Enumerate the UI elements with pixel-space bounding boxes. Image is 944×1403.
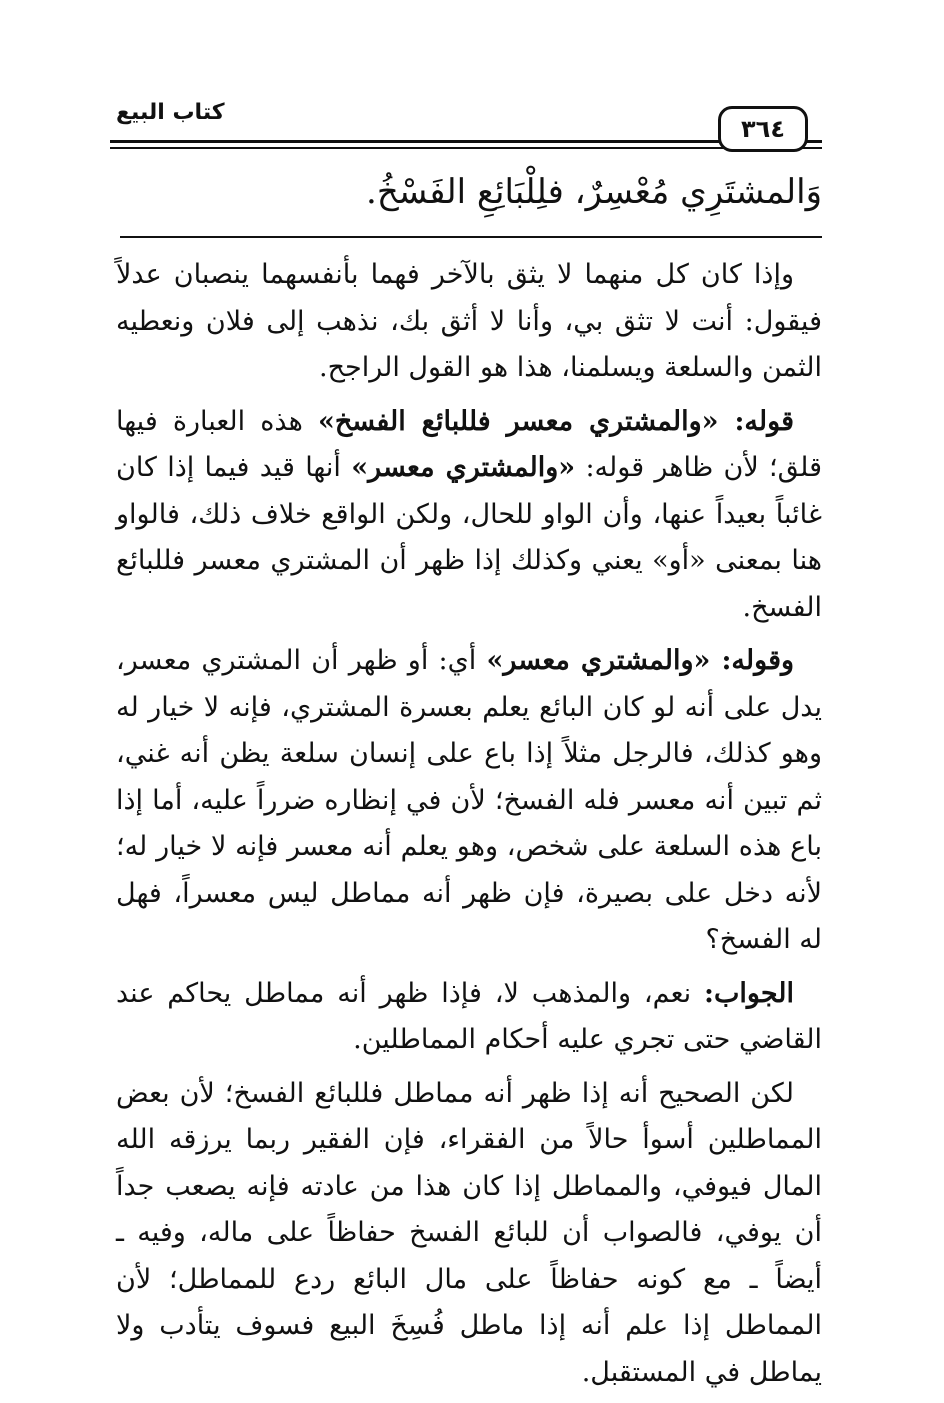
- header-rule-thick: [110, 140, 822, 143]
- paragraph-lead: وقوله:: [721, 645, 795, 676]
- paragraph: وإذا كان كل منهما لا يثق بالآخر فهما بأنفسهما ينصبان عدلاً فيقول: أنت لا تثق بي، وأنا لا أثق بك، نذهب إلى فلان ونعطيه الثمن والسلعة ويسلمنا، هذا هو القول الراجح.: [116, 259, 822, 383]
- paragraph-text: هذه العبارة فيها قلق؛ لأن ظاهر قوله:: [116, 405, 822, 483]
- commentary-body: [116, 252, 822, 1403]
- paragraph-lead: الجواب:: [704, 977, 794, 1009]
- page-number: ٣٦٤: [718, 106, 808, 152]
- paragraph: [116, 638, 822, 964]
- paragraph-text: أنها قيد فيما إذا كان غائباً بعيداً عنها، وأن الواو للحال، ولكن الواقع خلاف ذلك، فالواو هنا بمعنى «أو» يعني وكذلك إذا ظهر أن المشتري معسر فللبائع الفسخ.: [116, 452, 823, 623]
- quoted-text: «والمشتري معسر»: [486, 645, 722, 676]
- page-header: [110, 96, 822, 156]
- paragraph-text: نعم، والمذهب لا، فإذا ظهر أنه مماطل يحاكم عند القاضي حتى تجري عليه أحكام المماطلين.: [116, 977, 822, 1055]
- quoted-text: «والمشتري معسر»: [351, 452, 576, 483]
- paragraph: لكن الصحيح أنه إذا ظهر أنه مماطل فللبائع الفسخ؛ لأن بعض المماطلين أسوأ حالاً من الفقراء، فإن الفقير ربما يرزقه الله المال فيوفي، والمماطل إذا كان هذا من عادته فإنه يصعب جداً أن يوفي، فالصواب أن للبائع الفسخ حفاظاً على ماله، وفيه ـ أيضاً ـ مع كونه حفاظاً على مال البائع ردع للمماطل؛ لأن المماطل إذا علم أنه إذا ماطل فُسِخَ البيع فسوف يتأدب ولا يماطل في المستقبل.: [116, 1077, 822, 1388]
- paragraph-lead: قوله:: [734, 405, 794, 437]
- paragraph: [116, 399, 822, 632]
- header-rule-thin: [110, 147, 822, 149]
- paragraph-text: أي: أو ظهر أن المشتري معسر، يدل على أنه لو كان البائع يعلم بعسرة المشتري، فإنه لا خيار له وهو كذلك، فالرجل مثلاً إذا باع على إنسان سلعة يظن أنه غني، ثم تبين أنه معسر فله الفسخ؛ لأن في إنظاره ضرراً عليه، أما إذا باع هذه السلعة على شخص، وهو يعلم أنه معسر فإنه لا خيار له؛ لأنه دخل على بصيرة، فإن ظهر أنه مماطل ليس معسراً، فهل له الفسخ؟: [116, 645, 822, 955]
- matn-separator: [120, 236, 822, 238]
- matn-text: وَالمشتَرِي مُعْسِرٌ، فلِلْبَائِعِ الفَسْخُ.: [366, 172, 822, 212]
- running-title: كتاب البيع: [116, 100, 225, 125]
- quoted-text: «والمشتري معسر فللبائع الفسخ»: [317, 405, 735, 437]
- paragraph: [116, 971, 822, 1064]
